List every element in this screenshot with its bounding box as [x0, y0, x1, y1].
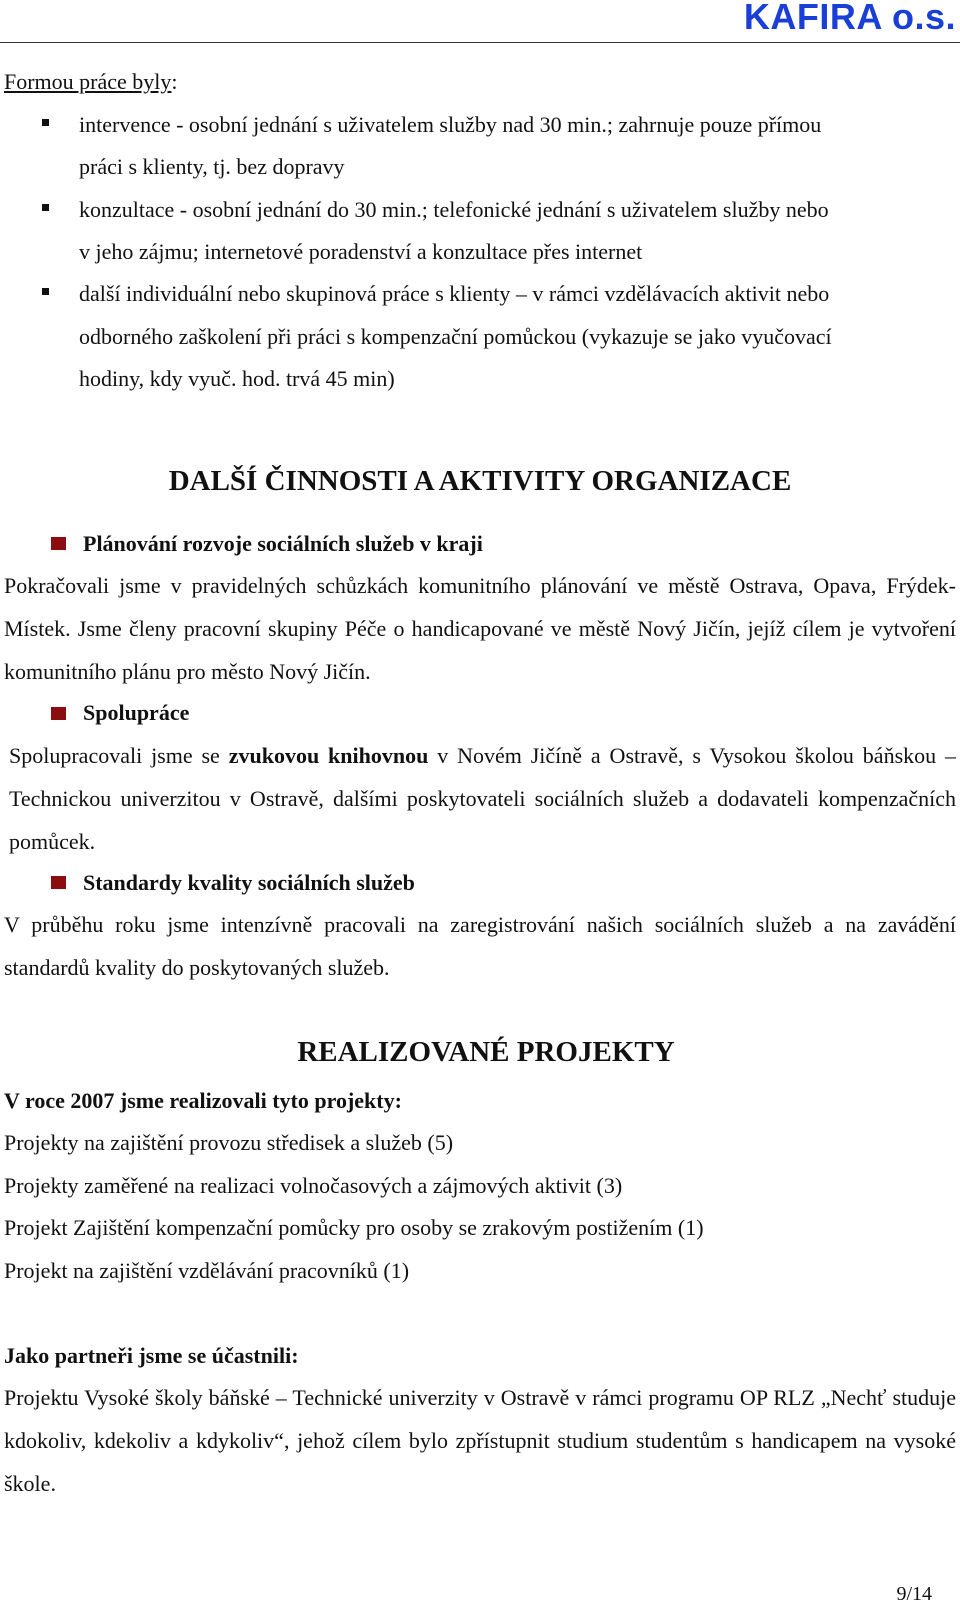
page-number: 9/14 [896, 1583, 932, 1605]
page-header [0, 0, 960, 44]
cooperation-text-2: v Novém Jičíně a Ostravě, s Vysokou školou báňskou – Technickou univerzitou v Ostravě, dalšími poskytovateli sociálních služeb a dodavateli kompenzačních pomůcek. [9, 743, 957, 854]
paragraph-standards: V průběhu roku jsme intenzívně pracovali na zaregistrování našich sociálních služeb a na zavádění standardů kvality do poskytovaných služeb. [4, 912, 956, 980]
cooperation-text-bold: zvukovou knihovnou [228, 743, 429, 768]
forms-item-1-line-2: práci s klienty, tj. bez dopravy [79, 154, 345, 179]
forms-title [4, 60, 178, 103]
forms-item-3-line-3: hodiny, kdy vyuč. hod. trvá 45 min) [79, 366, 395, 391]
partners-title: Jako partneři jsme se účastnili: [4, 1343, 299, 1368]
forms-item-2-line-2: v jeho zájmu; internetové poradenství a konzultace přes internet [79, 239, 643, 264]
header-rule [0, 42, 960, 43]
section-marker-icon [51, 537, 66, 550]
project-item: Projekty zaměřené na realizaci volnočasových a zájmových aktivit (3) [4, 1173, 623, 1198]
project-item: Projekty na zajištění provozu středisek a služeb (5) [4, 1130, 454, 1155]
paragraph-partners: Projektu Vysoké školy báňské – Technické univerzity v Ostravě v rámci programu OP RLZ „Nechť studuje kdokoliv, kdekoliv a kdykoliv“, jehož cílem bylo zpřístupnit studium studentům s handicapem na vysoké škole. [4, 1385, 956, 1496]
subsection-title-planning: Plánování rozvoje sociálních služeb v kraji [83, 531, 483, 556]
section-marker-icon [51, 876, 66, 889]
cooperation-text-1: Spolupracovali jsme se [9, 743, 229, 768]
forms-item-1-line-1: intervence - osobní jednání s uživatelem služby nad 30 min.; zahrnuje pouze přímou [79, 112, 822, 137]
section-marker-icon [51, 707, 66, 720]
section-title-other: DALŠÍ ČINNOSTI A AKTIVITY ORGANIZACE [168, 465, 792, 497]
project-item: Projekt Zajištění kompenzační pomůcky pro osoby se zrakovým postižením (1) [4, 1215, 704, 1240]
subsection-title-standards: Standardy kvality sociálních služeb [83, 870, 415, 895]
forms-title-colon: : [171, 69, 178, 94]
organization-name: KAFIRA o.s. [743, 0, 956, 37]
paragraph-cooperation [9, 734, 956, 863]
projects-intro: V roce 2007 jsme realizovali tyto projekty: [4, 1088, 402, 1113]
paragraph-planning: Pokračovali jsme v pravidelných schůzkách komunitního plánování ve městě Ostrava, Opava, Frýdek-Místek. Jsme členy pracovní skupiny Péče o handicapované ve městě Nový Jičín, jejíž cílem je vytvoření komunitního plánu pro město Nový Jičín. [4, 573, 956, 684]
bullet-icon [42, 119, 49, 126]
forms-title-text: Formou práce byly [4, 69, 172, 94]
forms-item-3-line-1: další individuální nebo skupinová práce s klienty – v rámci vzdělávacích aktivit nebo [79, 281, 830, 306]
section-title-projects: REALIZOVANÉ PROJEKTY [297, 1036, 675, 1068]
forms-item-2-line-1: konzultace - osobní jednání do 30 min.; telefonické jednání s uživatelem služby nebo [79, 197, 829, 222]
project-item: Projekt na zajištění vzdělávání pracovníků (1) [4, 1258, 410, 1283]
bullet-icon [42, 204, 49, 211]
forms-item-3-line-2: odborného zaškolení při práci s kompenzační pomůckou (vykazuje se jako vyučovací [79, 324, 832, 349]
bullet-icon [42, 288, 49, 295]
subsection-title-cooperation: Spolupráce [83, 700, 190, 725]
